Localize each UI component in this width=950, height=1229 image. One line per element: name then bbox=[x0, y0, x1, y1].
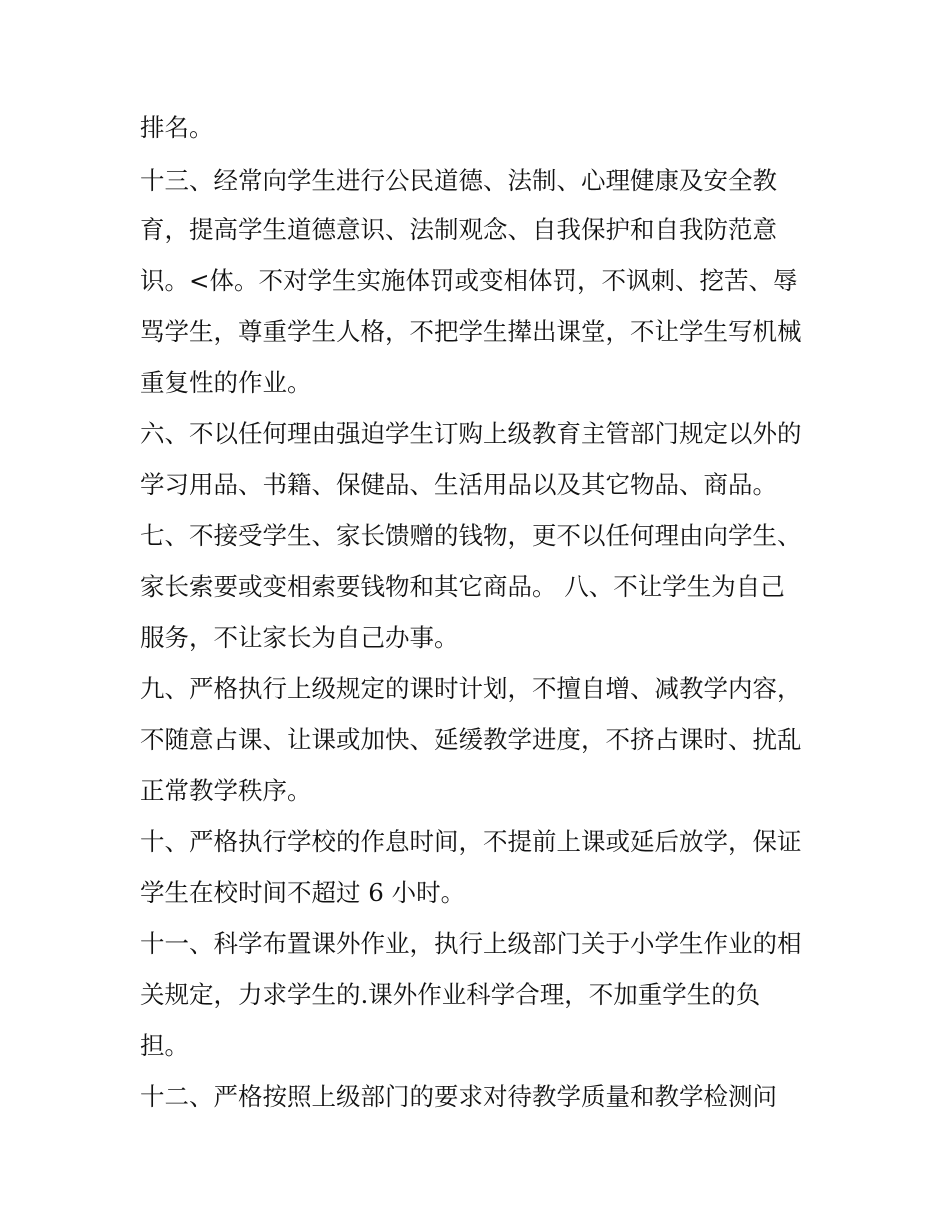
text-line: 七、不接受学生、家长馈赠的钱物，更不以任何理由向学生、 bbox=[140, 521, 802, 550]
text-line: 识。<体。不对学生实施体罚或变相体罚，不讽刺、挖苦、辱 bbox=[140, 266, 798, 295]
text-line: 服务，不让家长为自己办事。 bbox=[140, 623, 459, 652]
text-line: 十二、严格按照上级部门的要求对待教学质量和教学检测问 bbox=[140, 1082, 777, 1111]
text-line: 骂学生，尊重学生人格，不把学生撵出课堂，不让学生写机械 bbox=[140, 317, 802, 346]
text-line: 育，提高学生道德意识、法制观念、自我保护和自我防范意 bbox=[140, 215, 777, 244]
text-line: 学生在校时间不超过 6 小时。 bbox=[140, 878, 466, 907]
text-line: 关规定，力求学生的.课外作业科学合理，不加重学生的负 bbox=[140, 980, 761, 1009]
text-line: 六、不以任何理由强迫学生订购上级教育主管部门规定以外的 bbox=[140, 419, 802, 448]
text-line: 九、严格执行上级规定的课时计划，不擅自增、减教学内容， bbox=[140, 674, 802, 703]
text-line: 学习用品、书籍、保健品、生活用品以及其它物品、商品。 bbox=[140, 470, 777, 499]
text-line: 重复性的作业。 bbox=[140, 368, 312, 397]
text-line: 担。 bbox=[140, 1031, 189, 1060]
text-line: 家长索要或变相索要钱物和其它商品。 八、不让学生为自己 bbox=[140, 572, 785, 601]
text-line: 排名。 bbox=[140, 113, 214, 142]
text-line: 正常教学秩序。 bbox=[140, 776, 312, 805]
text-line: 不随意占课、让课或加快、延缓教学进度，不挤占课时、扰乱 bbox=[140, 725, 802, 754]
text-line: 十一、科学布置课外作业，执行上级部门关于小学生作业的相 bbox=[140, 929, 802, 958]
text-line: 十、严格执行学校的作息时间，不提前上课或延后放学，保证 bbox=[140, 827, 802, 856]
text-line: 十三、经常向学生进行公民道德、法制、心理健康及安全教 bbox=[140, 166, 777, 195]
